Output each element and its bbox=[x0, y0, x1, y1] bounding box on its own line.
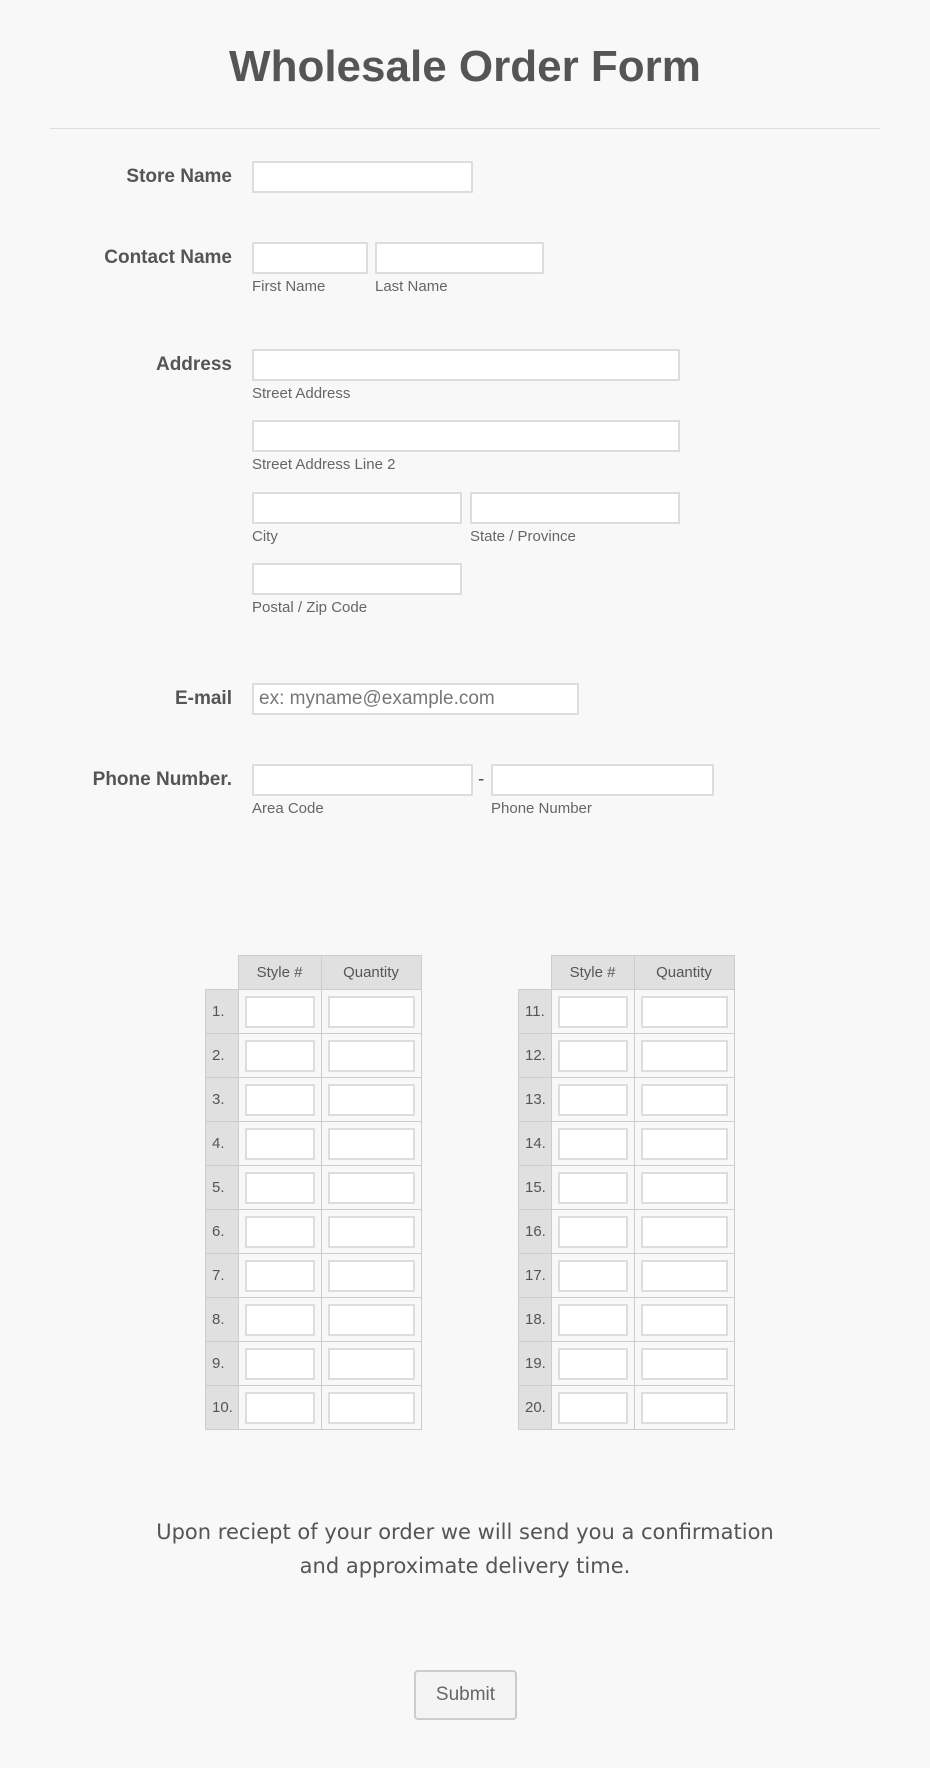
quantity-cell bbox=[634, 1166, 734, 1210]
phone-number-sublabel: Phone Number bbox=[491, 800, 592, 817]
row-number: 16. bbox=[519, 1210, 552, 1254]
form-title: Wholesale Order Form bbox=[229, 42, 701, 91]
row-number: 13. bbox=[519, 1078, 552, 1122]
quantity-cell bbox=[634, 1122, 734, 1166]
style-cell bbox=[238, 1342, 321, 1386]
quantity-column-header: Quantity bbox=[321, 956, 421, 990]
quantity-input[interactable] bbox=[641, 1128, 728, 1160]
style-input[interactable] bbox=[245, 1260, 315, 1292]
phone-separator: - bbox=[478, 769, 485, 790]
quantity-input[interactable] bbox=[328, 1040, 415, 1072]
style-input[interactable] bbox=[245, 996, 315, 1028]
quantity-cell bbox=[634, 1034, 734, 1078]
table-row bbox=[519, 1298, 735, 1342]
quantity-cell bbox=[321, 1254, 421, 1298]
table-row bbox=[519, 1078, 735, 1122]
street-address-sublabel: Street Address bbox=[252, 385, 351, 402]
quantity-cell bbox=[634, 1386, 734, 1430]
table-row bbox=[206, 1386, 422, 1430]
order-table-right bbox=[518, 955, 735, 1430]
quantity-input[interactable] bbox=[641, 1040, 728, 1072]
row-number: 15. bbox=[519, 1166, 552, 1210]
city-input[interactable] bbox=[252, 492, 462, 524]
quantity-input[interactable] bbox=[328, 1172, 415, 1204]
phone-number-input[interactable] bbox=[491, 764, 714, 796]
order-table-left bbox=[205, 955, 422, 1430]
quantity-cell bbox=[321, 1386, 421, 1430]
style-input[interactable] bbox=[245, 1172, 315, 1204]
style-input[interactable] bbox=[245, 1304, 315, 1336]
style-input[interactable] bbox=[245, 1392, 315, 1424]
style-cell bbox=[551, 1166, 634, 1210]
style-cell bbox=[238, 1254, 321, 1298]
first-name-sublabel: First Name bbox=[252, 278, 326, 295]
quantity-cell bbox=[321, 1210, 421, 1254]
quantity-input[interactable] bbox=[641, 1392, 728, 1424]
quantity-cell bbox=[321, 990, 421, 1034]
quantity-input[interactable] bbox=[641, 1304, 728, 1336]
style-cell bbox=[238, 990, 321, 1034]
style-input[interactable] bbox=[558, 1260, 628, 1292]
quantity-cell bbox=[321, 1342, 421, 1386]
table-row bbox=[206, 1034, 422, 1078]
row-number: 11. bbox=[519, 990, 552, 1034]
style-cell bbox=[238, 1166, 321, 1210]
quantity-input[interactable] bbox=[328, 1128, 415, 1160]
table-row bbox=[519, 1166, 735, 1210]
state-province-sublabel: State / Province bbox=[470, 528, 576, 545]
confirmation-note bbox=[0, 1515, 930, 1583]
style-cell bbox=[551, 1122, 634, 1166]
table-row bbox=[206, 990, 422, 1034]
style-input[interactable] bbox=[558, 996, 628, 1028]
row-number: 7. bbox=[206, 1254, 239, 1298]
quantity-cell bbox=[634, 1254, 734, 1298]
quantity-input[interactable] bbox=[641, 1216, 728, 1248]
style-column-header: Style # bbox=[238, 956, 321, 990]
style-cell bbox=[238, 1122, 321, 1166]
quantity-cell bbox=[321, 1122, 421, 1166]
style-input[interactable] bbox=[558, 1172, 628, 1204]
quantity-column-header: Quantity bbox=[634, 956, 734, 990]
row-number: 6. bbox=[206, 1210, 239, 1254]
quantity-cell bbox=[321, 1078, 421, 1122]
row-number: 14. bbox=[519, 1122, 552, 1166]
table-row bbox=[206, 1254, 422, 1298]
quantity-input[interactable] bbox=[328, 1304, 415, 1336]
table-row bbox=[519, 1034, 735, 1078]
quantity-cell bbox=[634, 1210, 734, 1254]
last-name-sublabel: Last Name bbox=[375, 278, 448, 295]
style-cell bbox=[551, 1298, 634, 1342]
row-number: 5. bbox=[206, 1166, 239, 1210]
last-name-input[interactable] bbox=[375, 242, 544, 274]
state-province-input[interactable] bbox=[470, 492, 680, 524]
row-number: 19. bbox=[519, 1342, 552, 1386]
quantity-input[interactable] bbox=[641, 1348, 728, 1380]
style-cell bbox=[238, 1298, 321, 1342]
style-input[interactable] bbox=[245, 1040, 315, 1072]
style-cell bbox=[551, 1078, 634, 1122]
quantity-input[interactable] bbox=[641, 1172, 728, 1204]
submit-button[interactable]: Submit bbox=[414, 1670, 517, 1720]
row-number: 3. bbox=[206, 1078, 239, 1122]
quantity-input[interactable] bbox=[328, 1348, 415, 1380]
row-number: 20. bbox=[519, 1386, 552, 1430]
quantity-input[interactable] bbox=[328, 1260, 415, 1292]
row-number: 9. bbox=[206, 1342, 239, 1386]
confirmation-note-line2: and approximate delivery time. bbox=[299, 1554, 631, 1578]
style-input[interactable] bbox=[245, 1084, 315, 1116]
confirmation-note-line1: Upon reciept of your order we will send you a confirmation bbox=[156, 1520, 774, 1544]
style-cell bbox=[551, 1342, 634, 1386]
quantity-input[interactable] bbox=[328, 1392, 415, 1424]
table-row bbox=[519, 1254, 735, 1298]
address-label: Address bbox=[155, 354, 232, 375]
style-cell bbox=[238, 1034, 321, 1078]
style-cell bbox=[551, 990, 634, 1034]
style-cell bbox=[238, 1210, 321, 1254]
table-corner bbox=[206, 956, 239, 990]
row-number: 17. bbox=[519, 1254, 552, 1298]
quantity-cell bbox=[634, 1298, 734, 1342]
style-input[interactable] bbox=[245, 1348, 315, 1380]
email-input[interactable] bbox=[252, 683, 579, 715]
postal-code-input[interactable] bbox=[252, 563, 462, 595]
table-row bbox=[206, 1298, 422, 1342]
contact-name-label: Contact Name bbox=[104, 247, 232, 268]
title-divider bbox=[50, 128, 880, 129]
street-address-line2-sublabel: Street Address Line 2 bbox=[252, 456, 396, 473]
style-input[interactable] bbox=[558, 1392, 628, 1424]
style-cell bbox=[238, 1078, 321, 1122]
quantity-cell bbox=[634, 1342, 734, 1386]
quantity-input[interactable] bbox=[328, 1216, 415, 1248]
style-cell bbox=[551, 1210, 634, 1254]
row-number: 18. bbox=[519, 1298, 552, 1342]
street-address-line2-input[interactable] bbox=[252, 420, 680, 452]
first-name-input[interactable] bbox=[252, 242, 368, 274]
style-input[interactable] bbox=[558, 1128, 628, 1160]
style-cell bbox=[238, 1386, 321, 1430]
table-corner bbox=[519, 956, 552, 990]
table-row bbox=[519, 1210, 735, 1254]
quantity-input[interactable] bbox=[641, 996, 728, 1028]
style-input[interactable] bbox=[558, 1216, 628, 1248]
table-row bbox=[206, 1122, 422, 1166]
postal-code-sublabel: Postal / Zip Code bbox=[252, 599, 368, 616]
style-input[interactable] bbox=[245, 1128, 315, 1160]
row-number: 2. bbox=[206, 1034, 239, 1078]
style-input[interactable] bbox=[558, 1040, 628, 1072]
store-name-label: Store Name bbox=[126, 166, 232, 187]
table-row bbox=[206, 1166, 422, 1210]
area-code-input[interactable] bbox=[252, 764, 473, 796]
row-number: 1. bbox=[206, 990, 239, 1034]
area-code-sublabel: Area Code bbox=[252, 800, 324, 817]
quantity-cell bbox=[321, 1298, 421, 1342]
row-number: 12. bbox=[519, 1034, 552, 1078]
store-name-input[interactable] bbox=[252, 161, 473, 193]
style-input[interactable] bbox=[558, 1348, 628, 1380]
quantity-cell bbox=[321, 1166, 421, 1210]
row-number: 10. bbox=[206, 1386, 239, 1430]
table-row bbox=[206, 1210, 422, 1254]
style-cell bbox=[551, 1034, 634, 1078]
city-sublabel: City bbox=[252, 528, 278, 545]
table-row bbox=[206, 1078, 422, 1122]
table-row bbox=[519, 1122, 735, 1166]
row-number: 8. bbox=[206, 1298, 239, 1342]
table-row bbox=[519, 990, 735, 1034]
table-row bbox=[206, 1342, 422, 1386]
quantity-input[interactable] bbox=[328, 1084, 415, 1116]
quantity-cell bbox=[321, 1034, 421, 1078]
phone-number-label: Phone Number. bbox=[92, 769, 232, 790]
quantity-cell bbox=[634, 990, 734, 1034]
quantity-input[interactable] bbox=[641, 1260, 728, 1292]
style-cell bbox=[551, 1254, 634, 1298]
email-label: E-mail bbox=[174, 688, 232, 709]
style-column-header: Style # bbox=[551, 956, 634, 990]
style-cell bbox=[551, 1386, 634, 1430]
quantity-input[interactable] bbox=[328, 996, 415, 1028]
quantity-cell bbox=[634, 1078, 734, 1122]
style-input[interactable] bbox=[558, 1084, 628, 1116]
style-input[interactable] bbox=[558, 1304, 628, 1336]
quantity-input[interactable] bbox=[641, 1084, 728, 1116]
style-input[interactable] bbox=[245, 1216, 315, 1248]
table-row bbox=[519, 1342, 735, 1386]
table-row bbox=[519, 1386, 735, 1430]
row-number: 4. bbox=[206, 1122, 239, 1166]
street-address-input[interactable] bbox=[252, 349, 680, 381]
